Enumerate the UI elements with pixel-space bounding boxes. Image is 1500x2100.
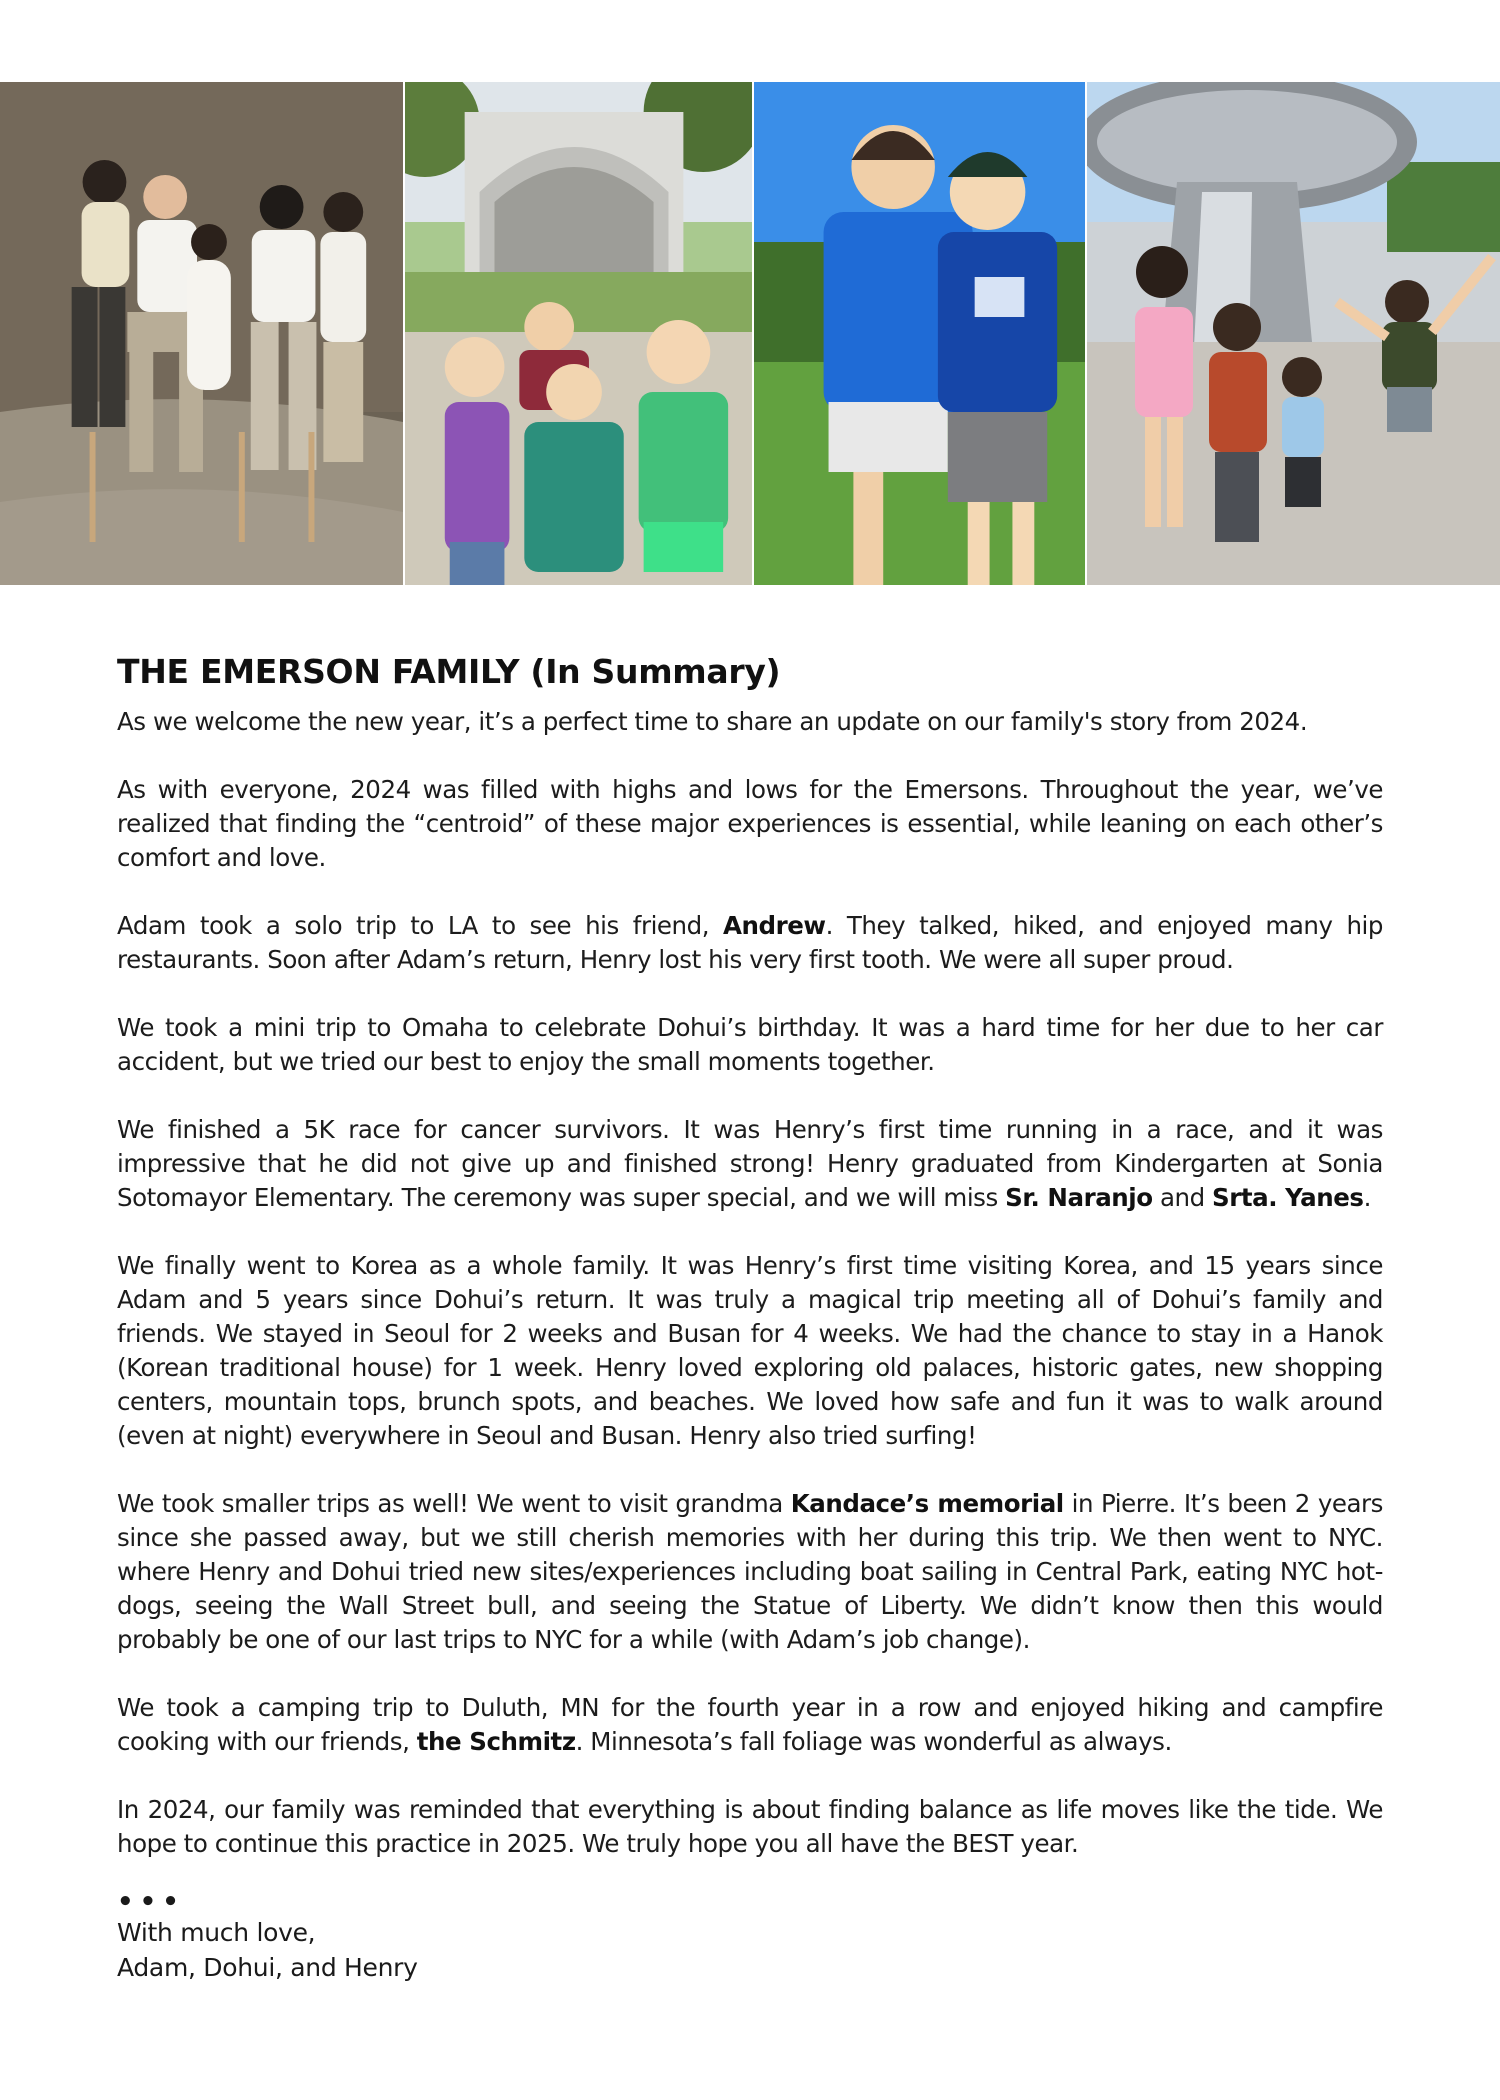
paragraph-korea-trip: We finally went to Korea as a whole family. It was Henry’s first time visiting Korea, and 15 years since Adam and 5 years since Dohui’s return. It was truly a magical trip meeting all of Dohui’s family and friends. We stayed in Seoul for 2 weeks and Busan for 4 weeks. We had the chance to stay in a Hanok (Korean traditional house) for 1 week. Henry loved exploring old palaces, historic gates, new shopping centers, mountain tops, brunch spots, and beaches. We loved how safe and fun it was to walk around (even at night) everywhere in Seoul and Busan. Henry also tried surfing! — [117, 1251, 1383, 1450]
paragraph-camping-trip — [117, 1691, 1383, 1759]
highlight-schmitz: the Schmitz — [416, 1727, 576, 1756]
photo-strip — [0, 82, 1500, 585]
closing-line: With much love, — [117, 1918, 316, 1947]
paragraph-la-trip — [117, 909, 1383, 977]
paragraph-highs-lows: As with everyone, 2024 was filled with highs and lows for the Emersons. Throughout the year, we’ve realized that finding the “centroid” of these major experiences is essential, while leaning on each other’s comfort and love. — [117, 775, 1383, 872]
paragraph-smaller-trips — [117, 1487, 1383, 1657]
text: . They talked, hiked, and enjoyed many hip restaurants. Soon after Adam’s return, Henry lost his very first tooth. We were all super proud. — [117, 911, 1383, 974]
paragraph-omaha-trip: We took a mini trip to Omaha to celebrate Dohui’s birthday. It was a hard time for her due to her car accident, but we tried our best to enjoy the small moments together. — [117, 1013, 1383, 1076]
signature: Adam, Dohui, and Henry — [117, 1953, 418, 1982]
text: . Minnesota’s fall foliage was wonderful as always. — [575, 1727, 1172, 1756]
photo-family-portrait — [0, 82, 405, 585]
text: We took a camping trip to Duluth, MN for the fourth year in a row and enjoyed hiking and campfire cooking with our friends, — [117, 1693, 1383, 1756]
text: and — [1152, 1183, 1213, 1212]
highlight-yanes: Srta. Yanes — [1212, 1183, 1364, 1212]
photo-two-boys — [754, 82, 1087, 585]
photo-sculpture-kids — [1087, 82, 1500, 585]
text: We took smaller trips as well! We went to visit grandma — [117, 1489, 791, 1518]
highlight-andrew: Andrew — [723, 911, 826, 940]
intro-paragraph: As we welcome the new year, it’s a perfect time to share an update on our family's story from 2024. — [117, 707, 1308, 736]
letter-body — [117, 652, 1383, 1985]
highlight-memorial: Kandace’s memorial — [790, 1489, 1064, 1518]
text: Adam took a solo trip to LA to see his friend, — [117, 911, 724, 940]
text: in Pierre. It’s been 2 years since she passed away, but we still cherish memories with her during this trip. We then went to NYC. where Henry and Dohui tried new sites/experiences including boat sailing in Central Park, eating NYC hot-dogs, seeing the Wall Street bull, and seeing the Statue of Liberty. We didn’t know then this would probably be one of our last trips to NYC for a while (with Adam’s job change). — [117, 1489, 1383, 1654]
text: . — [1363, 1183, 1371, 1212]
separator-dots: ••• — [117, 1887, 185, 1917]
photo-bandshell-kids — [405, 82, 754, 585]
paragraph-balance: In 2024, our family was reminded that everything is about finding balance as life moves like the tide. We hope to continue this practice in 2025. We truly hope you all have the BEST year. — [117, 1795, 1383, 1858]
text: We finished a 5K race for cancer survivors. It was Henry’s first time running in a race, and it was impressive that he did not give up and finished strong! Henry graduated from Kindergarten at Sonia Sotomayor Elementary. The ceremony was super special, and we will miss — [117, 1115, 1383, 1212]
paragraph-5k-graduation — [117, 1113, 1383, 1215]
letter-title: THE EMERSON FAMILY (In Summary) — [117, 652, 781, 691]
highlight-naranjo: Sr. Naranjo — [1005, 1183, 1153, 1212]
